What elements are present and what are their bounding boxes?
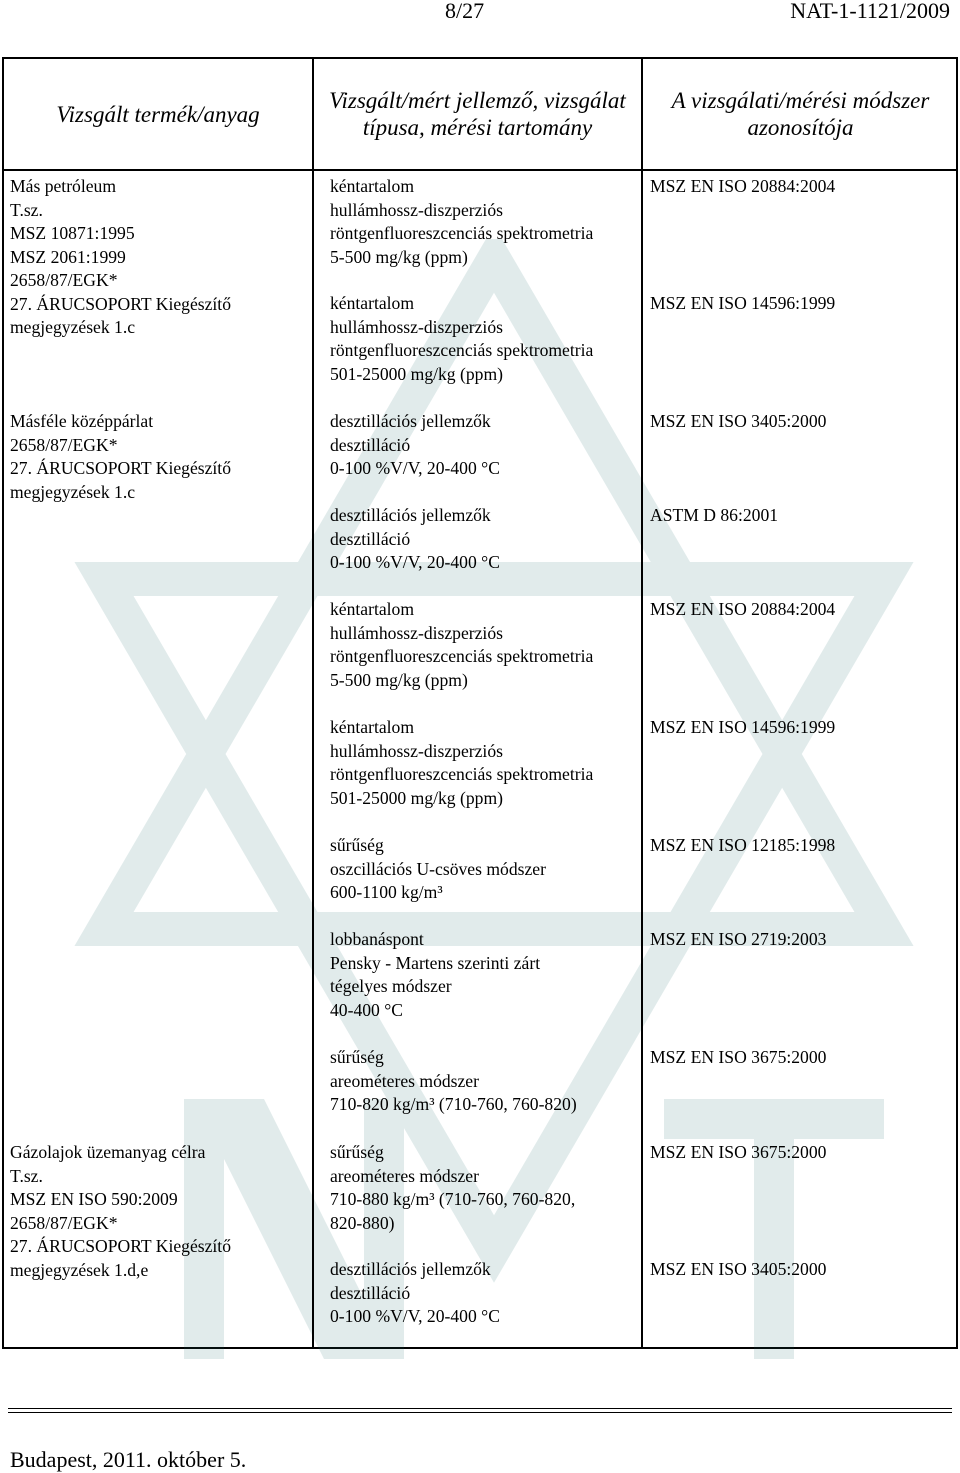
product-line: Más petróleum	[10, 176, 117, 196]
header-divider	[4, 169, 956, 171]
page-number: 8/27	[445, 0, 485, 23]
product-line: 2658/87/EGK*	[10, 270, 118, 290]
method-id: MSZ EN ISO 14596:1999	[650, 293, 836, 313]
column-header-property: Vizsgált/mért jellemző, vizsgálat típusa, mérési tartomány	[329, 88, 626, 140]
test-line: desztilláció	[330, 1282, 411, 1303]
test-line: desztilláció	[330, 528, 411, 549]
product-line: 27. ÁRUCSOPORT Kiegészítő	[10, 1236, 231, 1256]
test-line: areométeres módszer	[330, 1070, 479, 1091]
test-entry	[330, 410, 500, 481]
test-line: 501-25000 mg/kg (ppm)	[330, 363, 503, 384]
product-entry	[10, 175, 231, 340]
test-line: kéntartalom	[330, 176, 415, 196]
test-entry	[330, 175, 593, 269]
footer-rule	[8, 1412, 952, 1413]
test-line: 600-1100 kg/m³	[330, 882, 443, 902]
column-divider	[641, 59, 643, 1347]
test-line: desztillációs jellemzők	[330, 505, 491, 525]
product-line: T.sz.	[10, 199, 43, 220]
test-line: hullámhossz-diszperziós	[330, 316, 503, 337]
product-line: Másféle középpárlat	[10, 411, 154, 431]
test-line: röntgenfluoreszcenciás spektrometria	[330, 764, 594, 784]
test-entry	[330, 1258, 500, 1329]
method-id: MSZ EN ISO 3405:2000	[650, 411, 827, 431]
test-line: kéntartalom	[330, 599, 415, 619]
method-id: MSZ EN ISO 3405:2000	[650, 1259, 827, 1279]
product-entry	[10, 410, 231, 504]
test-line: hullámhossz-diszperziós	[330, 199, 503, 220]
test-line: 40-400 °C	[330, 999, 404, 1020]
test-entry	[330, 1046, 577, 1117]
test-line: oszcillációs U-csöves módszer	[330, 858, 546, 879]
test-line: 0-100 %V/V, 20-400 °C	[330, 458, 500, 478]
product-line: 2658/87/EGK*	[10, 1212, 118, 1233]
test-entry	[330, 292, 593, 386]
test-entry	[330, 1141, 575, 1235]
method-id: MSZ EN ISO 20884:2004	[650, 599, 836, 619]
method-id: MSZ EN ISO 12185:1998	[650, 835, 836, 855]
document-id: NAT-1-1121/2009	[790, 0, 950, 23]
test-line: lobbanáspont	[330, 929, 424, 949]
test-line: hullámhossz-diszperziós	[330, 740, 503, 761]
product-line: Gázolajok üzemanyag célra	[10, 1142, 206, 1162]
test-line: desztillációs jellemzők	[330, 1259, 491, 1279]
method-id: MSZ EN ISO 14596:1999	[650, 717, 836, 737]
test-line: kéntartalom	[330, 717, 415, 737]
test-line: 5-500 mg/kg (ppm)	[330, 669, 468, 690]
product-line: megjegyzések 1.c	[10, 481, 136, 502]
test-line: Pensky - Martens szerinti zárt	[330, 952, 541, 973]
test-line: 710-880 kg/m³ (710-760, 760-820,	[330, 1189, 576, 1209]
product-line: T.sz.	[10, 1165, 43, 1186]
test-entry	[330, 504, 500, 575]
test-line: röntgenfluoreszcenciás spektrometria	[330, 223, 594, 243]
test-entry	[330, 834, 546, 905]
method-id: MSZ EN ISO 20884:2004	[650, 176, 836, 196]
test-line: 501-25000 mg/kg (ppm)	[330, 787, 503, 808]
test-line: röntgenfluoreszcenciás spektrometria	[330, 340, 594, 360]
product-entry	[10, 1141, 231, 1282]
product-line: megjegyzések 1.d,e	[10, 1259, 149, 1280]
test-entry	[330, 928, 540, 1022]
test-line: desztillációs jellemzők	[330, 411, 491, 431]
test-entry	[330, 598, 593, 692]
footer-rule	[8, 1408, 952, 1409]
test-line: 820-880)	[330, 1212, 395, 1233]
method-id: MSZ EN ISO 3675:2000	[650, 1142, 827, 1162]
test-line: sűrűség	[330, 1047, 384, 1067]
column-header-product: Vizsgált termék/anyag	[56, 101, 260, 127]
product-line: 27. ÁRUCSOPORT Kiegészítő	[10, 293, 231, 314]
column-header-method: A vizsgálati/mérési módszer azonosítója	[671, 88, 930, 140]
product-line: MSZ 2061:1999	[10, 246, 126, 267]
test-line: 5-500 mg/kg (ppm)	[330, 246, 468, 267]
test-line: areométeres módszer	[330, 1165, 479, 1186]
method-id: ASTM D 86:2001	[650, 505, 779, 525]
footer-place-date: Budapest, 2011. október 5.	[10, 1447, 247, 1472]
method-id: MSZ EN ISO 2719:2003	[650, 929, 827, 949]
test-line: röntgenfluoreszcenciás spektrometria	[330, 646, 594, 666]
test-line: 0-100 %V/V, 20-400 °C	[330, 552, 500, 572]
product-line: 27. ÁRUCSOPORT Kiegészítő	[10, 458, 231, 478]
product-line: megjegyzések 1.c	[10, 317, 136, 337]
method-id: MSZ EN ISO 3675:2000	[650, 1047, 827, 1067]
test-line: 710-820 kg/m³ (710-760, 760-820)	[330, 1094, 577, 1114]
test-line: kéntartalom	[330, 293, 415, 313]
test-line: hullámhossz-diszperziós	[330, 622, 503, 643]
test-entry	[330, 716, 593, 810]
test-line: sűrűség	[330, 1142, 384, 1162]
accreditation-table	[2, 57, 958, 1349]
product-line: MSZ EN ISO 590:2009	[10, 1189, 178, 1209]
page-header	[0, 0, 960, 30]
product-line: MSZ 10871:1995	[10, 223, 135, 243]
product-line: 2658/87/EGK*	[10, 434, 118, 455]
test-line: 0-100 %V/V, 20-400 °C	[330, 1306, 500, 1326]
test-line: desztilláció	[330, 434, 411, 455]
test-line: tégelyes módszer	[330, 976, 452, 996]
test-line: sűrűség	[330, 835, 384, 855]
column-divider	[312, 59, 314, 1347]
